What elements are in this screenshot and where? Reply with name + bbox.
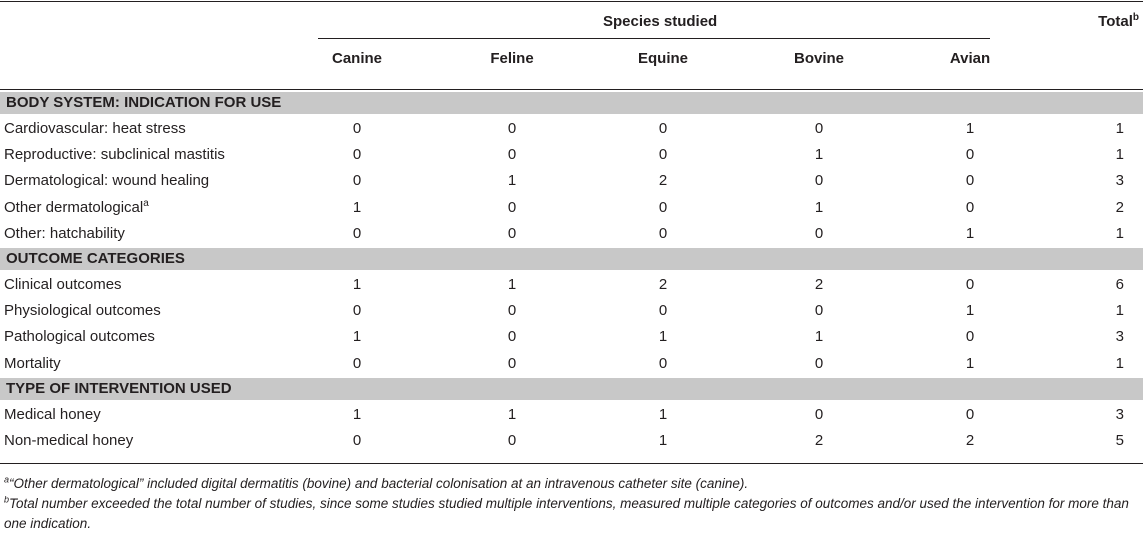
column-header-bovine: Bovine [793, 50, 844, 67]
row-label [4, 406, 101, 424]
cell-equine: 1 [658, 406, 668, 423]
cell-feline: 0 [507, 146, 517, 163]
row-label [4, 302, 161, 320]
cell-canine: 1 [352, 199, 362, 216]
footnote-b [4, 494, 1140, 534]
cell-equine: 1 [658, 432, 668, 449]
footnote-b-marker: b [4, 494, 10, 505]
cell-canine: 0 [352, 432, 362, 449]
cell-equine: 0 [658, 355, 668, 372]
cell-equine: 2 [658, 276, 668, 293]
cell-canine: 0 [352, 302, 362, 319]
cell-bovine: 1 [814, 146, 824, 163]
row-label-text: Cardiovascular: heat stress [4, 120, 186, 137]
cell-total: 5 [1115, 432, 1124, 449]
cell-canine: 0 [352, 355, 362, 372]
section-title: BODY SYSTEM: INDICATION FOR USE [6, 94, 282, 111]
row-label [4, 146, 225, 164]
cell-total: 1 [1115, 120, 1124, 137]
column-header-feline: Feline [490, 50, 534, 67]
cell-canine: 1 [352, 406, 362, 423]
section-header [0, 92, 1143, 114]
cell-bovine: 1 [814, 328, 824, 345]
cell-avian: 1 [965, 225, 975, 242]
cell-bovine: 2 [814, 432, 824, 449]
row-label-text: Other dermatological [4, 199, 144, 216]
cell-avian: 0 [965, 146, 975, 163]
cell-total: 3 [1115, 328, 1124, 345]
table-row [0, 116, 1143, 142]
table-row [0, 272, 1143, 298]
row-label-text: Non-medical honey [4, 432, 134, 449]
cell-equine: 0 [658, 225, 668, 242]
cell-canine: 1 [352, 328, 362, 345]
cell-bovine: 0 [814, 355, 824, 372]
cell-bovine: 0 [814, 302, 824, 319]
cell-feline: 0 [507, 225, 517, 242]
row-label [4, 432, 133, 450]
table-row [0, 195, 1143, 221]
footnote-a-text: “Other dermatological” included digital dermatitis (bovine) and bacterial colonisation at an intravenous catheter site (canine). [9, 476, 749, 491]
table-row [0, 298, 1143, 324]
footnote-a [4, 474, 1140, 494]
cell-equine: 1 [658, 328, 668, 345]
table-row [0, 221, 1143, 247]
footnote-b-text: Total number exceeded the total number of studies, since some studies studied multiple interventions, measured multiple categories of outcomes and/or used the intervention for more than one indication. [4, 496, 1129, 531]
cell-avian: 0 [965, 406, 975, 423]
cell-bovine: 0 [814, 120, 824, 137]
row-label [4, 120, 186, 138]
cell-equine: 0 [658, 146, 668, 163]
row-label-text: Dermatological: wound healing [4, 172, 210, 189]
cell-total: 1 [1115, 302, 1124, 319]
total-header [1098, 13, 1139, 31]
row-label-text: Medical honey [4, 406, 101, 423]
column-header-avian: Avian [949, 50, 991, 67]
cell-equine: 2 [658, 172, 668, 189]
table-row [0, 402, 1143, 428]
species-underline [318, 38, 990, 39]
bottom-rule [0, 463, 1143, 464]
cell-avian: 2 [965, 432, 975, 449]
cell-bovine: 0 [814, 406, 824, 423]
column-header-equine: Equine [637, 50, 688, 67]
cell-feline: 0 [507, 432, 517, 449]
cell-avian: 0 [965, 328, 975, 345]
cell-avian: 0 [965, 172, 975, 189]
cell-total: 1 [1115, 146, 1124, 163]
cell-bovine: 0 [814, 225, 824, 242]
row-label [4, 355, 61, 373]
row-label [4, 276, 122, 294]
cell-avian: 1 [965, 120, 975, 137]
cell-canine: 0 [352, 146, 362, 163]
column-header-canine: Canine [331, 50, 382, 67]
row-label-text: Clinical outcomes [4, 276, 122, 293]
cell-bovine: 2 [814, 276, 824, 293]
header-bottom-rule [0, 89, 1143, 90]
cell-feline: 0 [507, 199, 517, 216]
cell-equine: 0 [658, 120, 668, 137]
cell-total: 3 [1115, 406, 1124, 423]
table-row [0, 428, 1143, 454]
top-rule [0, 1, 1143, 2]
cell-avian: 1 [965, 302, 975, 319]
cell-feline: 0 [507, 328, 517, 345]
section-header [0, 248, 1143, 270]
row-label [4, 225, 125, 243]
cell-feline: 0 [507, 302, 517, 319]
cell-bovine: 1 [814, 199, 824, 216]
section-title: TYPE OF INTERVENTION USED [6, 379, 232, 397]
row-label-marker: a [143, 198, 149, 209]
cell-canine: 1 [352, 276, 362, 293]
row-label-text: Reproductive: subclinical mastitis [4, 146, 225, 163]
cell-total: 1 [1115, 355, 1124, 372]
cell-avian: 0 [965, 199, 975, 216]
row-label-text: Pathological outcomes [4, 328, 155, 345]
footnote-a-marker: a [4, 474, 10, 485]
cell-equine: 0 [658, 199, 668, 216]
row-label [4, 199, 149, 217]
row-label-text: Other: hatchability [4, 225, 125, 242]
cell-total: 3 [1115, 172, 1124, 189]
cell-feline: 1 [507, 406, 517, 423]
row-label [4, 328, 155, 346]
table-row [0, 324, 1143, 350]
cell-feline: 0 [507, 355, 517, 372]
table-row [0, 142, 1143, 168]
row-label-text: Physiological outcomes [4, 302, 161, 319]
cell-feline: 0 [507, 120, 517, 137]
row-label-text: Mortality [4, 355, 61, 372]
cell-total: 2 [1115, 199, 1124, 216]
species-studied-header: Species studied [603, 13, 718, 30]
total-header-label: Total [1098, 13, 1133, 30]
cell-avian: 0 [965, 276, 975, 293]
cell-feline: 1 [507, 276, 517, 293]
cell-avian: 1 [965, 355, 975, 372]
cell-total: 1 [1115, 225, 1124, 242]
cell-equine: 0 [658, 302, 668, 319]
cell-total: 6 [1115, 276, 1124, 293]
cell-canine: 0 [352, 225, 362, 242]
cell-feline: 1 [507, 172, 517, 189]
cell-bovine: 0 [814, 172, 824, 189]
cell-canine: 0 [352, 172, 362, 189]
section-title: OUTCOME CATEGORIES [6, 250, 185, 267]
cell-canine: 0 [352, 120, 362, 137]
table-row [0, 351, 1143, 377]
section-header [0, 378, 1143, 400]
total-header-marker: b [1132, 12, 1139, 23]
table-row [0, 168, 1143, 194]
row-label [4, 172, 209, 190]
